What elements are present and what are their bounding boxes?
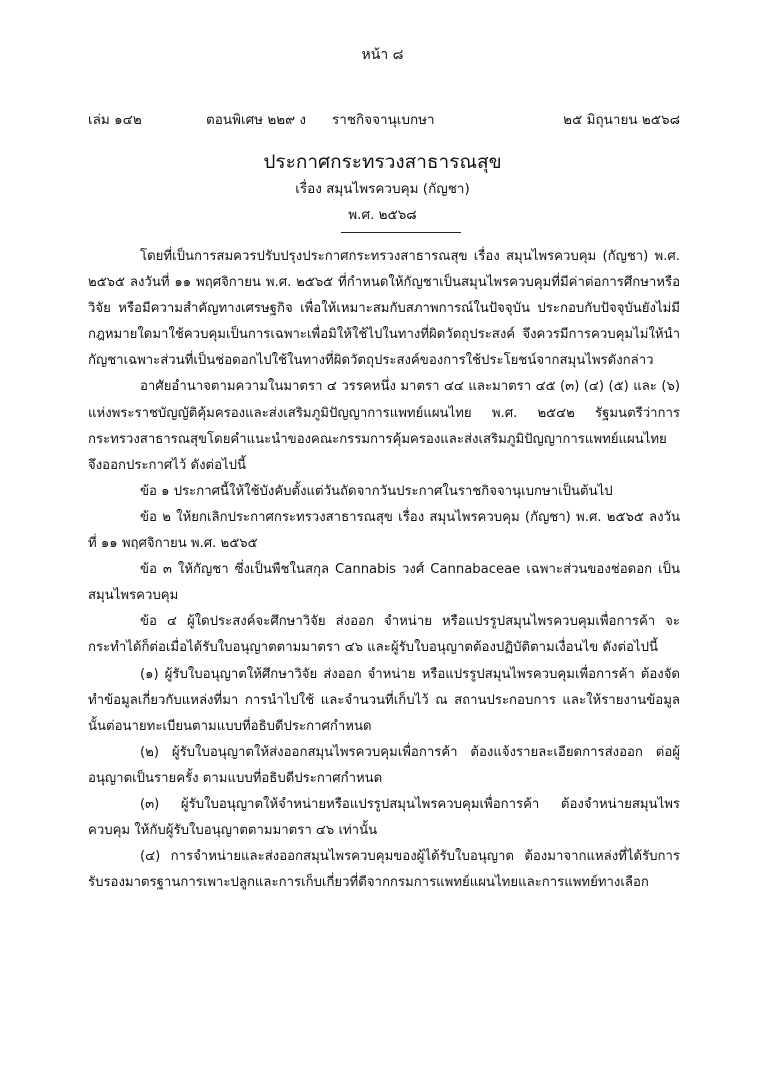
- publication-date: ๒๕ มิถุนายน ๒๕๖๘: [563, 112, 680, 128]
- announcement-year: พ.ศ. ๒๕๖๘: [348, 207, 417, 223]
- gazette-name: ราชกิจจานุเบกษา: [332, 112, 435, 128]
- clause-3: ข้อ ๓ ให้กัญชา ซึ่งเป็นพืชในสกุล Cannabis วงศ์ Cannabaceae เฉพาะส่วนของช่อดอก เป็นสมุนไพรควบคุม: [88, 562, 680, 604]
- clause-4-item-1: (๑) ผู้รับใบอนุญาตให้ศึกษาวิจัย ส่งออก จำหน่าย หรือแปรรูปสมุนไพรควบคุมเพื่อการค้า ต้องจัดทำข้อมูลเกี่ยวกับแหล่งที่มา การนำไปใช้ และจำนวนที่เก็บไว้ ณ สถานประกอบการ และให้รายงานข้อมูลนั้นต่อนายทะเบียนตามแบบที่อธิบดีประกาศกำหนด: [88, 666, 680, 734]
- clause-4: ข้อ ๔ ผู้ใดประสงค์จะศึกษาวิจัย ส่งออก จำหน่าย หรือแปรรูปสมุนไพรควบคุมเพื่อการค้า จะกระทำได้ก็ต่อเมื่อได้รับใบอนุญาตตามมาตรา ๔๖ และผู้รับใบอนุญาตต้องปฏิบัติตามเงื่อนไข ดังต่อไปนี้: [88, 614, 680, 656]
- authority-paragraph: อาศัยอำนาจตามความในมาตรา ๔ วรรคหนึ่ง มาตรา ๔๔ และมาตรา ๔๕ (๓) (๔) (๕) และ (๖) แห่งพระราชบัญญัติคุ้มครองและส่งเสริมภูมิปัญญาการแพทย์แผนไทย พ.ศ. ๒๕๔๒ รัฐมนตรีว่าการกระทรวงสาธารณสุขโดยคำแนะนำของคณะกรรมการคุ้มครองและส่งเสริมภูมิปัญญาการแพทย์แผนไทย จึงออกประกาศไว้ ดังต่อไปนี้: [88, 379, 680, 473]
- announcement-title-block: [0, 148, 765, 233]
- announcement-subject: เรื่อง สมุนไพรควบคุม (กัญชา): [295, 181, 470, 197]
- volume-number: เล่ม ๑๔๒: [88, 112, 142, 128]
- title-divider: [341, 232, 461, 233]
- clause-1: ข้อ ๑ ประกาศนี้ให้ใช้บังคับตั้งแต่วันถัดจากวันประกาศในราชกิจจานุเบกษาเป็นต้นไป: [140, 483, 613, 499]
- announcement-title: ประกาศกระทรวงสาธารณสุข: [263, 151, 502, 173]
- gazette-header: [88, 108, 680, 128]
- announcement-body: [88, 244, 680, 896]
- clause-4-item-2: (๒) ผู้รับใบอนุญาตให้ส่งออกสมุนไพรควบคุมเพื่อการค้า ต้องแจ้งรายละเอียดการส่งออก ต่อผู้อนุญาตเป็นรายครั้ง ตามแบบที่อธิบดีประกาศกำหนด: [88, 744, 680, 786]
- clause-4-item-3: (๓) ผู้รับใบอนุญาตให้จำหน่ายหรือแปรรูปสมุนไพรควบคุมเพื่อการค้า ต้องจำหน่ายสมุนไพรควบคุม ให้กับผู้รับใบอนุญาตตามมาตรา ๔๖ เท่านั้น: [88, 796, 680, 839]
- clause-4-item-4: (๔) การจำหน่ายและส่งออกสมุนไพรควบคุมของผู้ได้รับใบอนุญาต ต้องมาจากแหล่งที่ได้รับการรับรองมาตรฐานการเพาะปลูกและการเก็บเกี่ยวที่ดีจากกรมการแพทย์แผนไทยและการแพทย์ทางเลือก: [88, 849, 680, 891]
- page-number: หน้า ๘: [361, 47, 404, 63]
- preamble-paragraph: โดยที่เป็นการสมควรปรับปรุงประกาศกระทรวงสาธารณสุข เรื่อง สมุนไพรควบคุม (กัญชา) พ.ศ. ๒๕๖๕ ลงวันที่ ๑๑ พฤศจิกายน พ.ศ. ๒๕๖๕ ที่กำหนดให้กัญชาเป็นสมุนไพรควบคุมที่มีค่าต่อการศึกษาหรือวิจัย หรือมีความสำคัญทางเศรษฐกิจ เพื่อให้เหมาะสมกับสภาพการณ์ในปัจจุบัน ประกอบกับปัจจุบันยังไม่มีกฎหมายใดมาใช้ควบคุมเป็นการเฉพาะเพื่อมิให้ใช้ไปในทางที่ผิดวัตถุประสงค์ จึงควรมีการควบคุมไม่ให้นำกัญชาเฉพาะส่วนที่เป็นช่อดอกไปใช้ในทางที่ผิดวัตถุประสงค์ของการใช้ประโยชน์จากสมุนไพรดังกล่าว: [88, 249, 680, 369]
- clause-2: ข้อ ๒ ให้ยกเลิกประกาศกระทรวงสาธารณสุข เรื่อง สมุนไพรควบคุม (กัญชา) พ.ศ. ๒๕๖๕ ลงวันที่ ๑๑ พฤศจิกายน พ.ศ. ๒๕๖๕: [88, 509, 680, 552]
- issue-number: ตอนพิเศษ ๒๒๙ ง: [206, 112, 306, 128]
